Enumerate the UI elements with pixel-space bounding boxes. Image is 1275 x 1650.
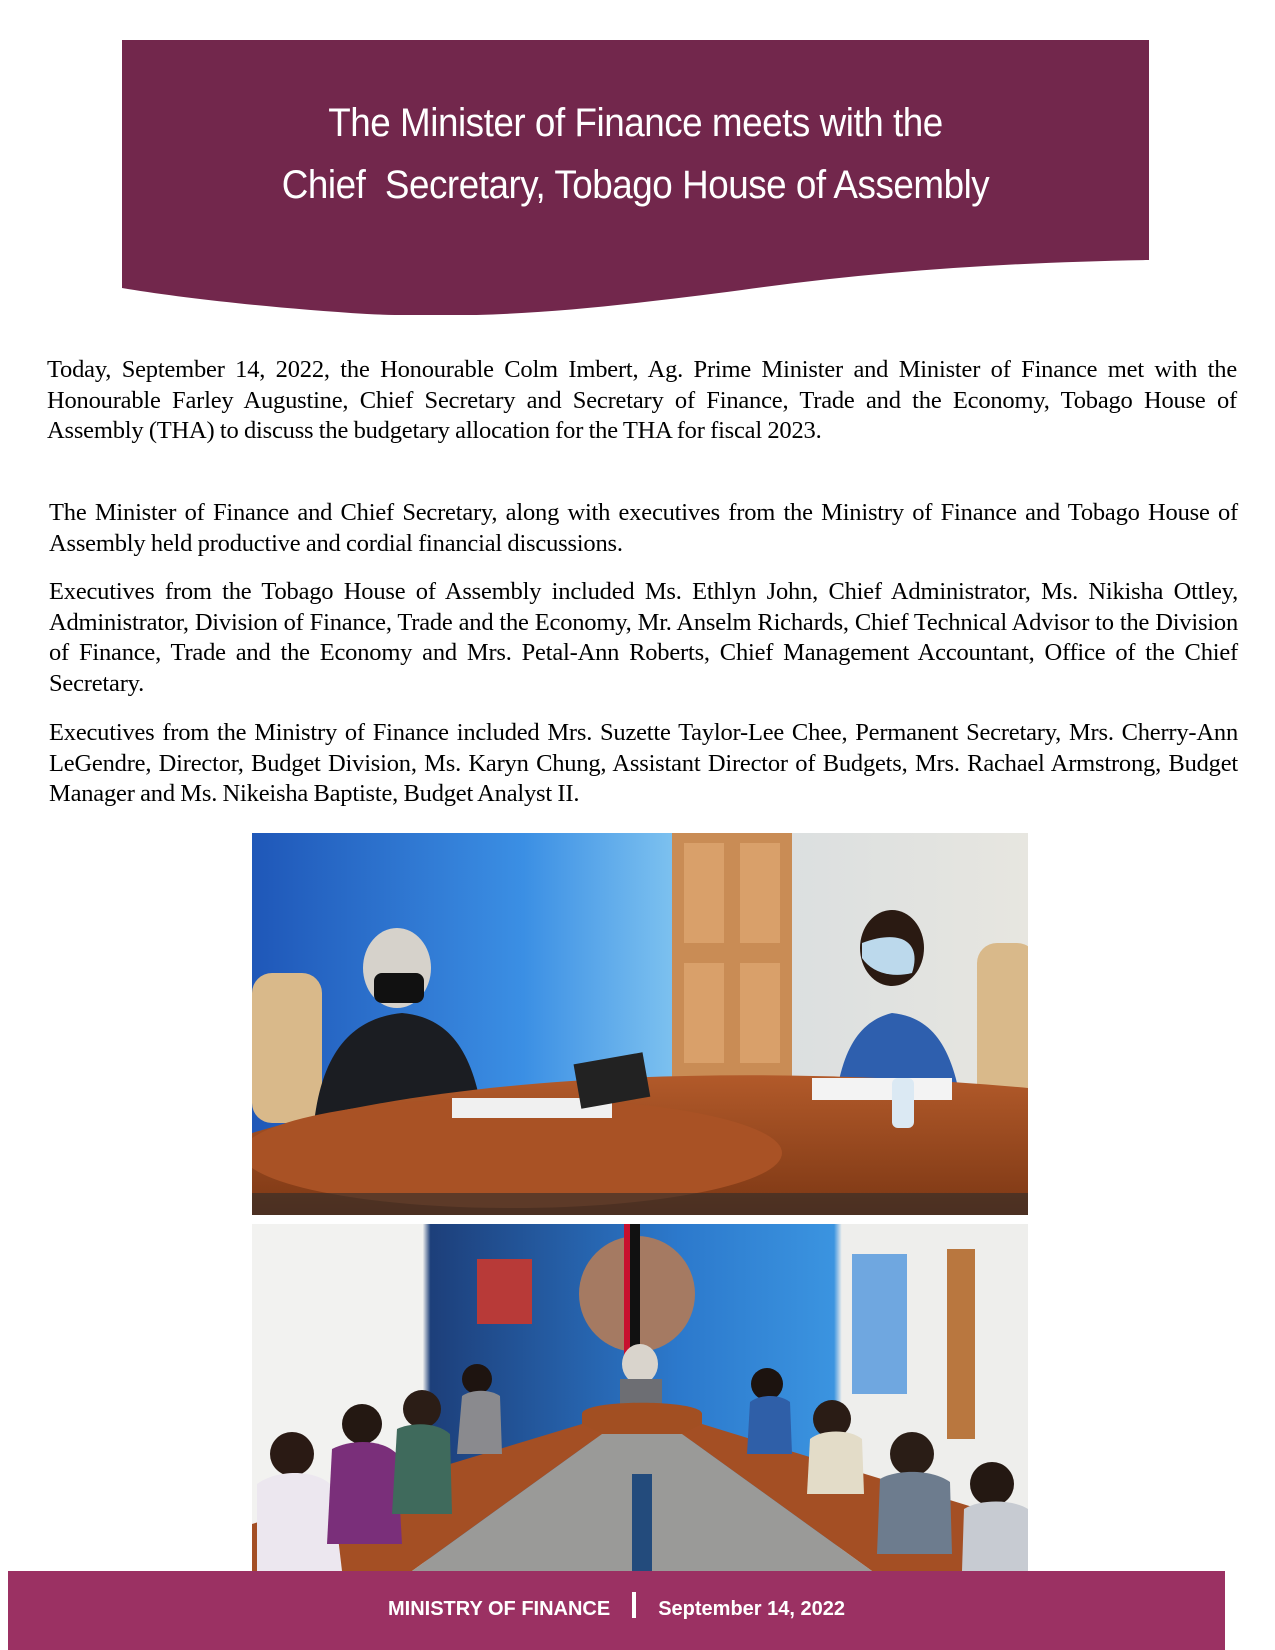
footer-date: September 14, 2022	[658, 1597, 845, 1620]
paragraph-text: The Minister of Finance and Chief Secretary, along with executives from the Ministry of Finance and Tobago House of Assembly held productive and cordial financial discussions.	[49, 499, 1238, 557]
article-paragraph-1	[47, 355, 1237, 447]
paragraph-text: Today, September 14, 2022, the Honourable Colm Imbert, Ag. Prime Minister and Minister of Finance met with the Honourable Farley Augustine, Chief Secretary and Secretary of Finance, Trade and the Economy, Tobago House of Assembly (THA) to discuss the budgetary allocation for the THA for fiscal 2023.	[47, 356, 1237, 444]
meeting-photo-1	[252, 833, 1028, 1215]
footer-organization: MINISTRY OF FINANCE	[387, 1597, 611, 1620]
footer-separator	[632, 1592, 636, 1618]
footer-content	[8, 1593, 1225, 1624]
title-line-2: Chief Secretary, Tobago House of Assembly	[281, 163, 990, 207]
article-paragraph-3	[49, 577, 1238, 699]
meeting-photo-2	[252, 1224, 1028, 1571]
meeting-photo-two-people-icon	[252, 833, 1028, 1215]
footer-bar	[8, 1571, 1225, 1650]
article-paragraph-4	[49, 718, 1238, 810]
title-banner	[122, 40, 1149, 315]
page-title	[163, 92, 1108, 216]
paragraph-text: Executives from the Tobago House of Assembly included Ms. Ethlyn John, Chief Administrator, Ms. Nikisha Ottley, Administrator, Division of Finance, Trade and the Economy, Mr. Anselm Richards, Chief Technical Advisor to the Division of Finance, Trade and the Economy and Mrs. Petal-Ann Roberts, Chief Management Accountant, Office of the Chief Secretary.	[49, 578, 1238, 697]
title-line-1: The Minister of Finance meets with the	[328, 101, 943, 145]
meeting-photo-conference-room-icon	[252, 1224, 1028, 1571]
article-paragraph-2	[49, 498, 1238, 559]
paragraph-text: Executives from the Ministry of Finance included Mrs. Suzette Taylor-Lee Chee, Permanent Secretary, Mrs. Cherry-Ann LeGendre, Director, Budget Division, Ms. Karyn Chung, Assistant Director of Budgets, Mrs. Rachael Armstrong, Budget Manager and Ms. Nikeisha Baptiste, Budget Analyst II.	[49, 719, 1238, 807]
